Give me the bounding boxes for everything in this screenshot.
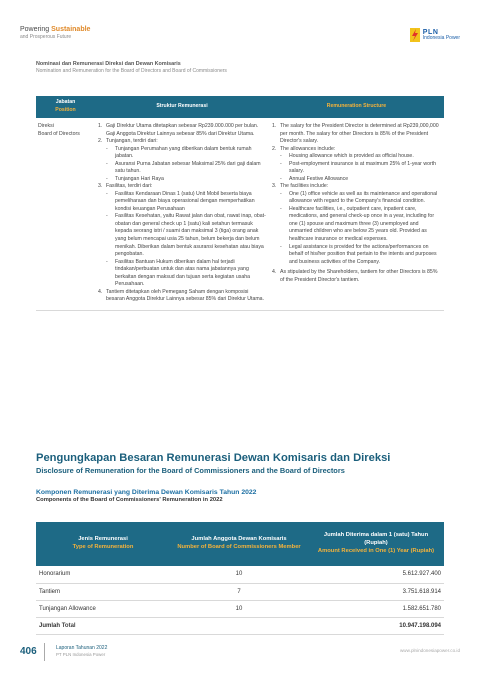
sub-item: - Post-employment insurance is at maximum 25% of 1-year worth salary. (280, 160, 437, 175)
footer-divider (44, 643, 45, 661)
footer-website-link[interactable]: www.plnindonesiapower.co.id (399, 648, 460, 653)
amount-cell: 3.751.618.914 (308, 583, 444, 600)
list-item: 4. As stipulated by the Shareholders, tantiem for other Directors is 85% of the President Director's tantiem. (272, 269, 438, 283)
header-members: Jumlah Anggota Dewan Komisaris Number of Board of Commissioners Member (170, 522, 308, 566)
type-cell: Honorarium (36, 566, 170, 583)
total-row (36, 617, 444, 634)
page-footer (20, 642, 460, 662)
component-heading (36, 489, 256, 503)
sub-item: - Tunjangan Perumahan yang diberikan dalam bentuk rumah jabatan. (106, 145, 252, 160)
position-cell (36, 118, 95, 310)
header-structure-id: Struktur Remunerasi (95, 96, 269, 118)
table-row (36, 600, 444, 617)
list-item: 4. Tantiem ditetapkan oleh Pemegang Saham dengan komposisi besaran Anggota Direktur Lainnya sebesar 85% dari Direktur Utama. (98, 288, 265, 303)
members-cell: 10 (170, 600, 308, 617)
commissioner-remuneration-table (36, 522, 444, 635)
sub-item: - Asuransi Purna Jabatan sebesar Maksimal 25% dari gaji dalam satu tahun. (106, 160, 261, 175)
footer-report-title: Laporan Tahunan 2022 (56, 645, 108, 651)
list-item: 2. Tunjangan, terdiri dari: (98, 138, 158, 145)
remuneration-structure-table (36, 96, 444, 311)
table-header-row (36, 96, 444, 118)
disclosure-heading (36, 452, 456, 475)
logo-sub: Indonesia Power (422, 35, 460, 41)
sub-item: - Fasilitas Kendaraan Dinas 1 (satu) Unit Mobil beserta biaya pemeliharaan dan biaya operasional dengan memperhatikan kondisi keuangan Perusahaan (106, 190, 255, 212)
brand-prefix: Powering (20, 26, 50, 33)
brand-highlight: Sustainable (51, 26, 91, 33)
sub-item: - Healthcare facilities, i.e., outpatient care, inpatient care, medications, and general check-up once in a year, including for one (1) spouse and maximum three (3) unemployed and unmarried children who are below 25 years old. Provided as healthcare insurance or medical expenses. (280, 205, 435, 242)
header-type: Jenis Remunerasi Type of Remuneration (36, 522, 170, 566)
table-row (36, 583, 444, 600)
component-title-en: Components of the Board of Commissioners' Remuneration in 2022 (36, 497, 223, 503)
lightning-icon (410, 28, 420, 42)
pln-logo (410, 26, 460, 44)
list-item: 2. The allowances include: (272, 145, 336, 152)
section-title-id: Nominasi dan Remunerasi Direksi dan Dewan Komisaris (36, 61, 181, 67)
disclosure-title-id: Pengungkapan Besaran Remunerasi Dewan Komisaris dan Direksi (36, 452, 391, 464)
amount-cell: 1.582.651.780 (308, 600, 444, 617)
sub-item: - Tunjangan Hari Raya (106, 175, 164, 182)
section-title-en: Nomination and Remuneration for the Board of Directors and Board of Commissioners (36, 68, 227, 74)
section-subtitle (36, 61, 446, 74)
list-item: 1. The salary for the President Director is determined at Rp239,000,000 per month. The salary for other Directors is 85% of the President Director's salary. (272, 123, 439, 145)
disclosure-title-en: Disclosure of Remuneration for the Board of Commissioners and the Board of Directors (36, 466, 345, 475)
list-item: 1. Gaji Direktur Utama ditetapkan sebesar Rp239.000.000 per bulan. Gaji Anggota Direktur Lainnya sebesar 85% dari Direktur Utama. (98, 123, 259, 137)
total-amount-cell: 10.947.198.094 (308, 617, 444, 634)
table-row (36, 566, 444, 583)
position-id: Direksi (38, 123, 54, 129)
header-structure-en: Remuneration Structure (269, 96, 444, 118)
brand-tagline-2: and Prosperous Future (20, 34, 72, 40)
total-members-cell (170, 617, 308, 634)
brand-tagline (20, 26, 90, 33)
list-item: 3. Fasilitas, terdiri dari: (98, 183, 153, 190)
page-number: 406 (20, 646, 37, 657)
table-row (36, 118, 444, 310)
component-title-id: Komponen Remunerasi yang Diterima Dewan Komisaris Tahun 2022 (36, 489, 257, 496)
total-label-cell: Jumlah Total (36, 617, 170, 634)
logo-name: PLN (422, 29, 439, 36)
list-item: 3. The facilities include: (272, 183, 329, 190)
type-cell: Tantiem (36, 583, 170, 600)
sub-item: - Annual Festive Allowance (280, 175, 349, 182)
sub-item: - Housing allowance which is provided as official house. (280, 153, 414, 160)
members-cell: 10 (170, 566, 308, 583)
header-amount: Jumlah Diterima dalam 1 (satu) Tahun (Rupiah) Amount Received in One (1) Year (Rupiah) (308, 522, 444, 566)
position-en: Board of Directors (38, 130, 80, 137)
members-cell: 7 (170, 583, 308, 600)
type-cell: Tunjangan Allowance (36, 600, 170, 617)
structure-id-cell (95, 118, 269, 310)
sub-item: - Fasilitas Kesehatan, yaitu Rawat jalan dan obat, rawat inap, obat-obatan dan general check up 1 (satu) kali setahun termasuk kepada seorang istri / suami dan maksimal 3 (tiga) orang anak yang belum mencapai usia 25 tahun, belum bekerja dan belum menikah. Diberikan dalam bentuk asuransi kesehatan atau biaya pengobatan. (106, 213, 266, 258)
header-position: Jabatan Position (36, 96, 95, 118)
amount-cell: 5.612.927.400 (308, 566, 444, 583)
page-header (20, 26, 460, 46)
sub-item: - Legal assistance is provided for the actions/performances on behalf of his/her position that pertain to the intents and purposes and business activities of the Company. (280, 243, 437, 265)
structure-en-cell (269, 118, 444, 310)
sub-item: - One (1) office vehicle as well as its maintenance and operational allowance with regard to the Company's financial condition. (280, 190, 438, 205)
sub-item: - Fasilitas Bantuan Hukum diberikan dalam hal terjadi tindakan/perbuatan untuk dan atas nama jabatannya yang berkaitan dengan maksud dan tujuan serta kegiatan usaha Perusahaan. (106, 258, 250, 288)
footer-company: PT PLN Indonesia Power (56, 652, 106, 657)
table-header-row (36, 522, 444, 566)
